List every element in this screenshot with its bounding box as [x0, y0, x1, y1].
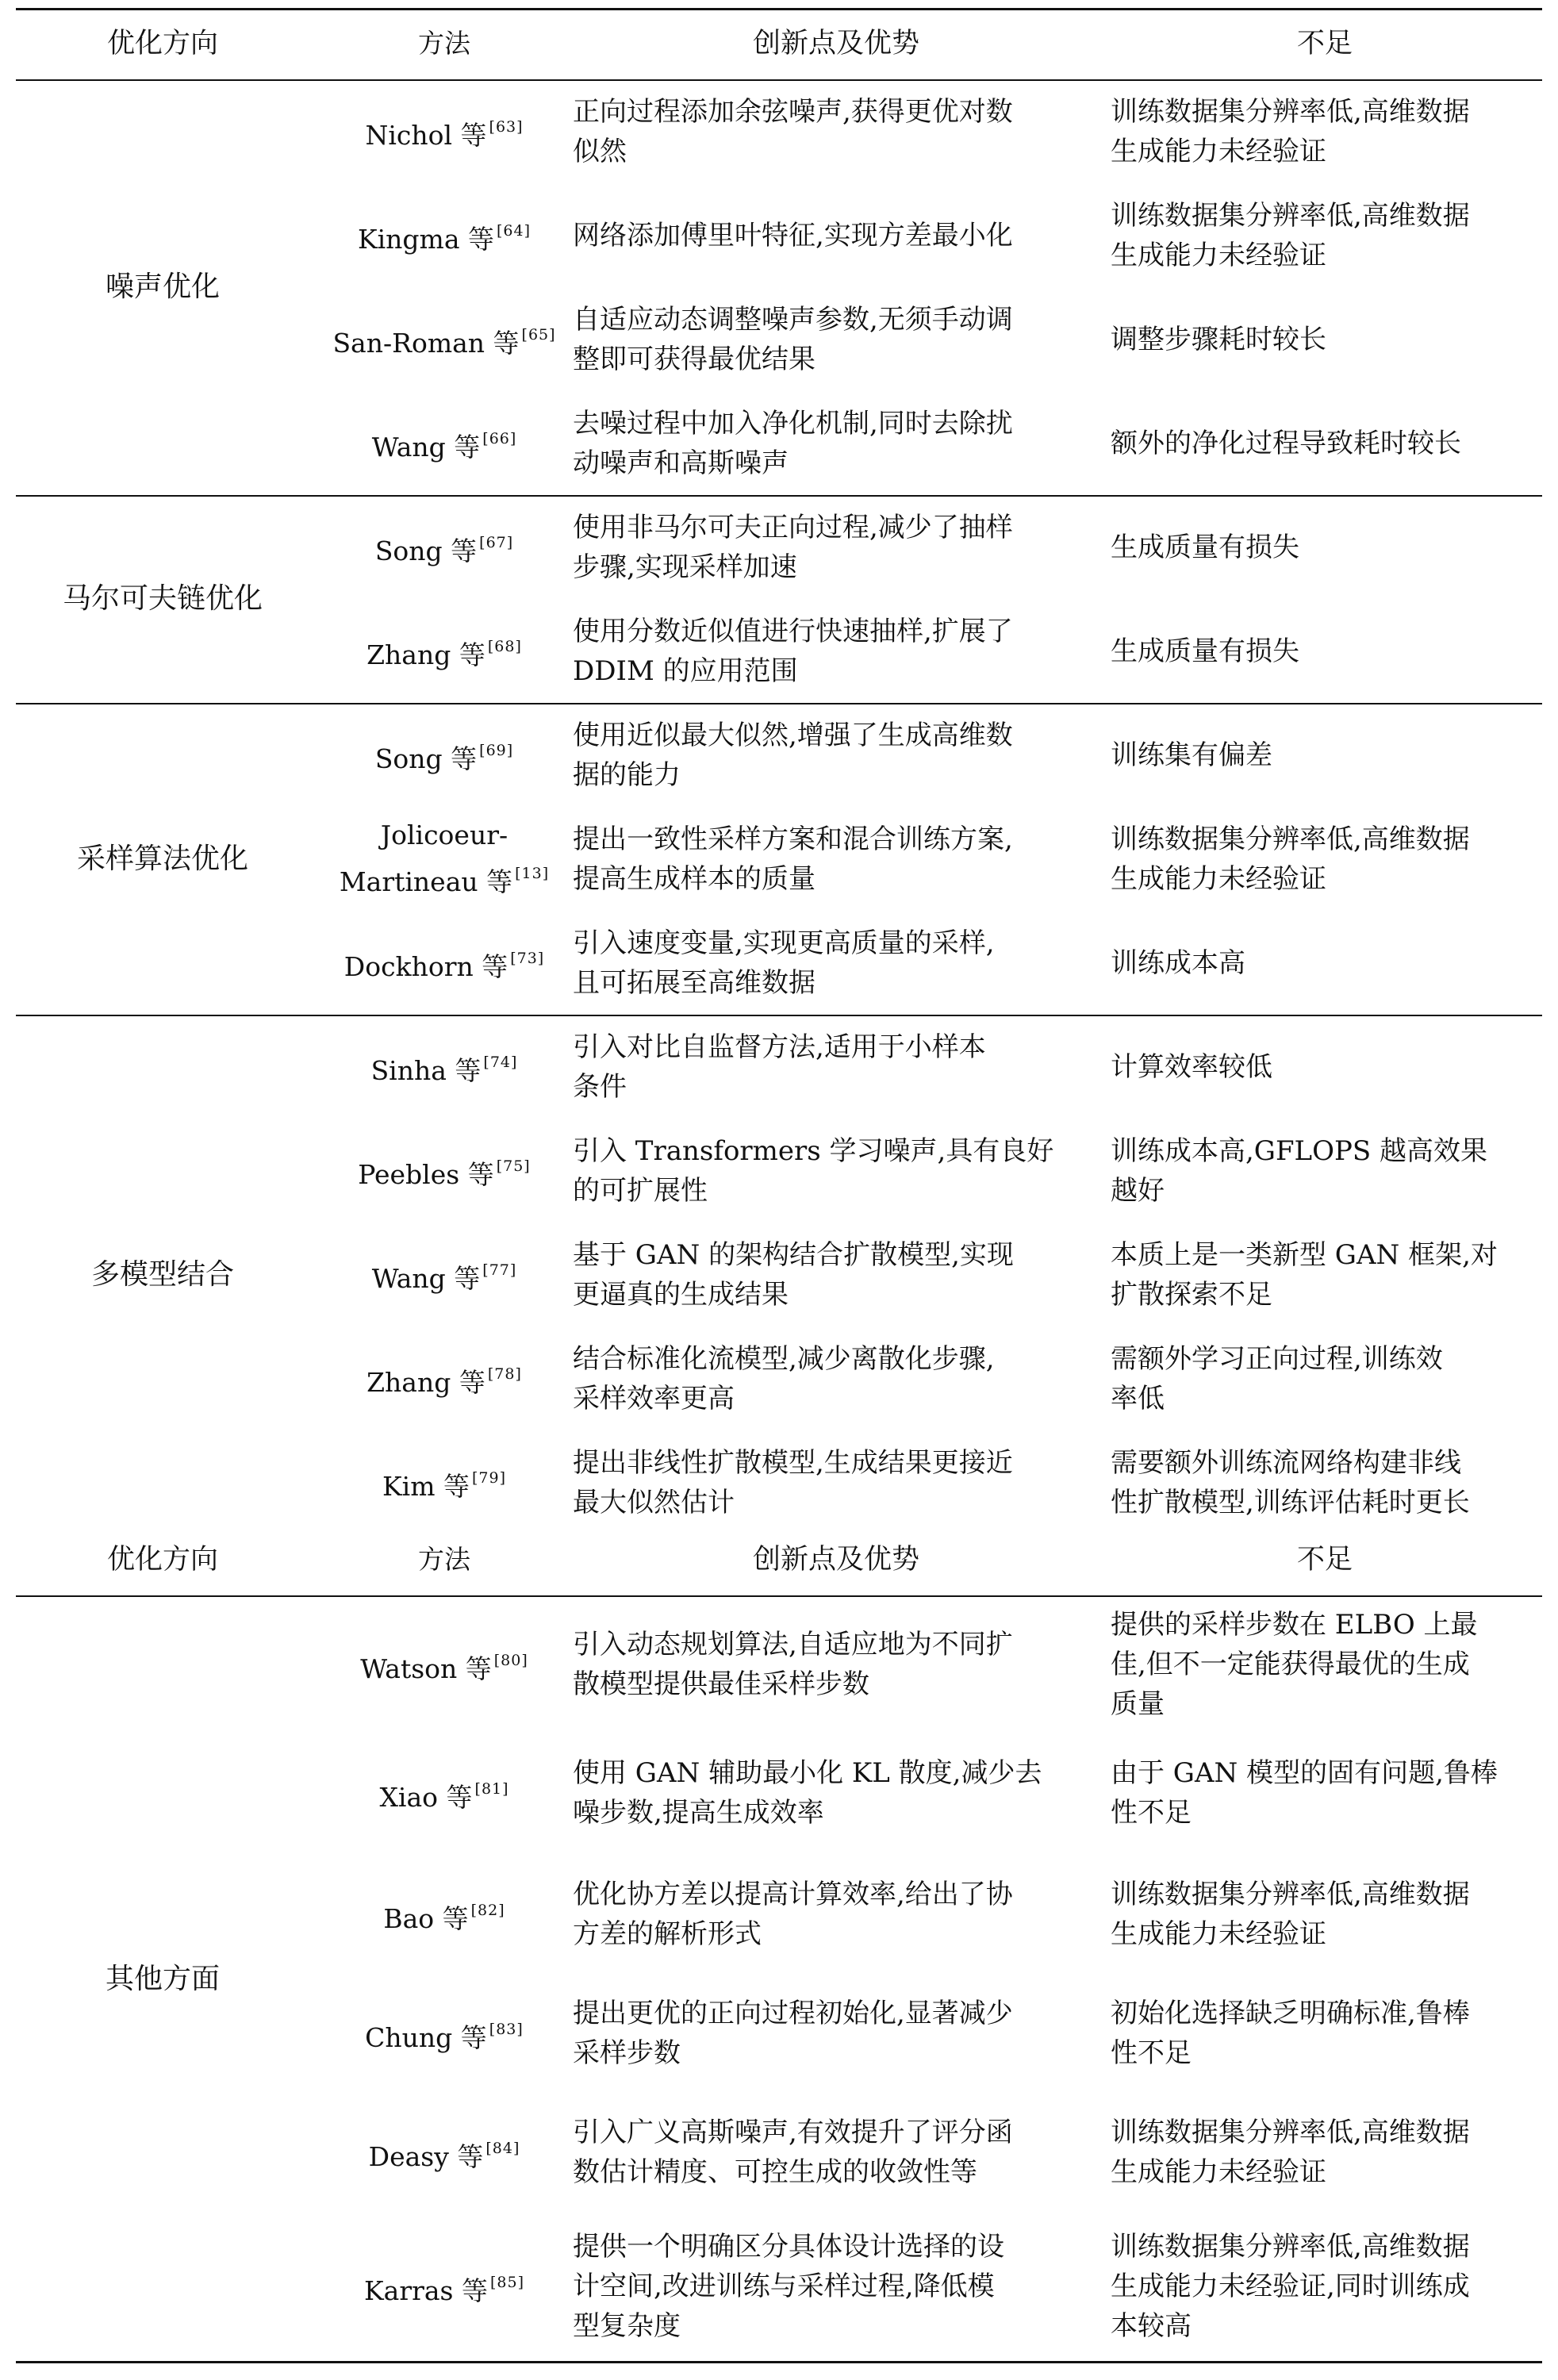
innovation-line: 提高生成样本的质量: [573, 862, 815, 895]
table-row: [16, 2093, 1542, 2212]
method-cell: [309, 79, 579, 183]
innovation-text: [573, 2113, 1013, 2192]
weakness-line: 训练数据集分辨率低,高维数据: [1111, 2117, 1470, 2148]
header-rule-2: [16, 1595, 1542, 1597]
header-method: [309, 8, 579, 79]
weakness-line: 生成质量有损失: [1111, 635, 1299, 667]
weakness-text: [1111, 1131, 1487, 1211]
header-weakness-label: 不足: [1296, 28, 1353, 60]
weakness-text: [1111, 943, 1245, 983]
weakness-line: 本质上是一类新型 GAN 框架,对: [1111, 1238, 1498, 1271]
method-name: Karras 等 [85]: [364, 2273, 524, 2306]
citation-ref: [63]: [489, 118, 524, 136]
weakness-line: 提供的采样步数在 ELBO 上最: [1111, 1609, 1478, 1641]
weakness-cell: [1111, 1598, 1539, 1731]
innovation-text: [573, 508, 1013, 587]
weakness-line: 训练数据集分辨率低,高维数据: [1111, 1879, 1470, 1910]
method-cell: [309, 2093, 579, 2212]
innovation-line: 使用近似最大似然,增强了生成高维数: [573, 719, 1013, 751]
citation-ref: [77]: [482, 1261, 517, 1279]
table-bottom-rule: [16, 2361, 1542, 2363]
method-name: Kim 等 [79]: [382, 1469, 506, 1502]
weakness-line: 扩散探索不足: [1111, 1278, 1272, 1311]
innovation-line: 的可扩展性: [573, 1174, 708, 1207]
innovation-line: 正向过程添加余弦噪声,获得更优对数: [573, 95, 1013, 128]
innovation-cell: [571, 1974, 1101, 2093]
innovation-line: 结合标准化流模型,减少离散化步骤,: [573, 1342, 995, 1375]
innovation-text: [573, 1875, 1013, 1954]
innovation-cell: [571, 911, 1101, 1015]
weakness-cell: [1111, 599, 1539, 703]
citation-ref: [13]: [515, 865, 550, 882]
innovation-line: 数估计精度、可控生成的收敛性等: [573, 2156, 977, 2188]
group-rule: [16, 703, 1542, 704]
method-name: Jolicoeur- Martineau 等 [13]: [339, 820, 550, 897]
weakness-text: [1111, 735, 1272, 775]
method-cell: [309, 1119, 579, 1223]
citation-ref: [67]: [479, 534, 514, 551]
method-name: Zhang 等 [78]: [366, 1365, 522, 1398]
table-row: [16, 183, 1542, 287]
direction-label: 其他方面: [105, 1963, 220, 1995]
innovation-line: 噪步数,提高生成效率: [573, 1797, 824, 1829]
method-name: Zhang 等 [68]: [366, 638, 522, 670]
method-cell: [309, 1015, 579, 1119]
innovation-text: [573, 216, 1013, 255]
table-row: [16, 1430, 1542, 1534]
direction-label: 采样算法优化: [76, 842, 248, 875]
weakness-text: [1111, 528, 1299, 567]
innovation-cell: [571, 2093, 1101, 2212]
method-cell: [309, 287, 579, 391]
innovation-text: [573, 1235, 1014, 1315]
weakness-cell: [1111, 1223, 1539, 1326]
header-weakness: [1111, 1524, 1539, 1595]
citation-ref: [69]: [479, 742, 514, 759]
header-innovation: [571, 8, 1101, 79]
method-cell: [309, 495, 579, 599]
header-direction: [16, 8, 309, 79]
method-name: Chung 等 [83]: [365, 2020, 524, 2053]
table-row: [16, 1223, 1542, 1326]
innovation-cell: [571, 1119, 1101, 1223]
innovation-line: 条件: [573, 1070, 627, 1103]
innovation-line: 引入 Transformers 学习噪声,具有良好: [573, 1134, 1054, 1167]
weakness-cell: [1111, 1731, 1539, 1855]
innovation-line: 使用分数近似值进行快速抽样,扩展了: [573, 615, 1013, 647]
weakness-line: 需要额外训练流网络构建非线: [1111, 1446, 1461, 1479]
citation-ref: [84]: [485, 2139, 520, 2157]
citation-ref: [65]: [521, 326, 556, 344]
weakness-line: 生成能力未经验证: [1111, 862, 1326, 895]
citation-ref: [78]: [487, 1365, 522, 1383]
header-direction-label: 优化方向: [106, 28, 218, 60]
weakness-cell: [1111, 1015, 1539, 1119]
method-name: Xiao 等 [81]: [379, 1779, 509, 1813]
citation-ref: [73]: [510, 950, 545, 967]
table-row: [16, 599, 1542, 703]
citation-ref: [74]: [483, 1054, 518, 1071]
weakness-text: [1111, 196, 1470, 275]
weakness-line: 训练数据集分辨率低,高维数据: [1111, 95, 1470, 128]
weakness-line: 生成质量有损失: [1111, 531, 1299, 563]
table-row: [16, 1326, 1542, 1430]
weakness-line: 训练成本高,GFLOPS 越高效果: [1111, 1134, 1487, 1167]
method-name: Sinha 等 [74]: [370, 1054, 518, 1086]
innovation-text: [573, 612, 1013, 691]
weakness-line: 初始化选择缺乏明确标准,鲁棒: [1111, 1998, 1470, 2029]
header-innovation: [571, 1524, 1101, 1595]
innovation-line: 整即可获得最优结果: [573, 343, 815, 375]
weakness-text: [1111, 1047, 1272, 1087]
weakness-line: 需额外学习正向过程,训练效: [1111, 1342, 1443, 1375]
innovation-line: 采样效率更高: [573, 1382, 735, 1415]
method-name: Wang 等 [77]: [371, 1261, 517, 1294]
innovation-cell: [571, 79, 1101, 183]
innovation-line: 提出非线性扩散模型,生成结果更接近: [573, 1446, 1013, 1479]
weakness-text: [1111, 1605, 1478, 1724]
weakness-line: 性扩散模型,训练评估耗时更长: [1111, 1486, 1470, 1518]
innovation-cell: [571, 2212, 1101, 2361]
innovation-cell: [571, 1223, 1101, 1326]
innovation-line: 步骤,实现采样加速: [573, 551, 797, 583]
citation-ref: [64]: [497, 222, 531, 240]
innovation-cell: [571, 1731, 1101, 1855]
innovation-line: 最大似然估计: [573, 1486, 735, 1518]
table-header-row: [16, 1524, 1542, 1595]
method-name: Watson 等 [80]: [360, 1651, 528, 1684]
innovation-text: [573, 1753, 1042, 1833]
innovation-line: 引入对比自监督方法,适用于小样本: [573, 1031, 986, 1063]
innovation-text: [573, 923, 995, 1003]
innovation-cell: [571, 1015, 1101, 1119]
table-row: [16, 391, 1542, 495]
weakness-text: [1111, 1443, 1470, 1522]
weakness-line: 训练数据集分辨率低,高维数据: [1111, 199, 1470, 232]
method-cell: [309, 911, 579, 1015]
innovation-line: 计空间,改进训练与采样过程,降低模: [573, 2271, 995, 2302]
weakness-text: [1111, 320, 1326, 359]
weakness-line: 生成能力未经验证,同时训练成: [1111, 2271, 1470, 2302]
weakness-text: [1111, 820, 1470, 899]
innovation-cell: [571, 287, 1101, 391]
innovation-line: 引入速度变量,实现更高质量的采样,: [573, 927, 995, 959]
method-cell: [309, 1974, 579, 2093]
table-row: [16, 1855, 1542, 1974]
weakness-cell: [1111, 1855, 1539, 1974]
method-name: Peebles 等 [75]: [358, 1157, 531, 1190]
weakness-text: [1111, 1235, 1498, 1315]
weakness-line: 生成能力未经验证: [1111, 135, 1326, 167]
weakness-line: 生成能力未经验证: [1111, 1918, 1326, 1950]
innovation-line: DDIM 的应用范围: [573, 654, 798, 687]
innovation-line: 使用 GAN 辅助最小化 KL 散度,减少去: [573, 1757, 1042, 1789]
innovation-text: [573, 1131, 1053, 1211]
weakness-cell: [1111, 807, 1539, 911]
method-cell: [309, 1326, 579, 1430]
method-cell: [309, 1223, 579, 1326]
innovation-line: 网络添加傅里叶特征,实现方差最小化: [573, 219, 1013, 251]
innovation-line: 提出一致性采样方案和混合训练方案,: [573, 823, 1013, 855]
citation-ref: [81]: [474, 1779, 509, 1798]
weakness-line: 训练集有偏差: [1111, 739, 1272, 771]
weakness-text: [1111, 1875, 1470, 1954]
weakness-line: 额外的净化过程导致耗时较长: [1111, 427, 1461, 459]
innovation-text: [573, 1027, 986, 1107]
weakness-text: [1111, 92, 1470, 171]
innovation-line: 似然: [573, 135, 627, 167]
innovation-line: 更逼真的生成结果: [573, 1278, 789, 1311]
innovation-text: [573, 1443, 1013, 1522]
weakness-line: 训练数据集分辨率低,高维数据: [1111, 823, 1470, 855]
citation-ref: [79]: [471, 1469, 506, 1487]
weakness-cell: [1111, 1119, 1539, 1223]
table-row: [16, 1974, 1542, 2093]
innovation-line: 去噪过程中加入净化机制,同时去除扰: [573, 407, 1013, 440]
method-cell: [309, 391, 579, 495]
weakness-cell: [1111, 1326, 1539, 1430]
innovation-line: 据的能力: [573, 758, 681, 791]
innovation-cell: [571, 391, 1101, 495]
innovation-cell: [571, 1430, 1101, 1534]
innovation-cell: [571, 703, 1101, 807]
weakness-text: [1111, 424, 1461, 463]
weakness-cell: [1111, 391, 1539, 495]
header-weakness: [1111, 8, 1539, 79]
method-name: Song 等 [69]: [374, 742, 514, 774]
innovation-line: 提出更优的正向过程初始化,显著减少: [573, 1998, 1013, 2029]
method-name: Nichol 等 [63]: [365, 118, 524, 151]
group-rule: [16, 495, 1542, 497]
method-cell: [309, 1731, 579, 1855]
weakness-line: 训练数据集分辨率低,高维数据: [1111, 2231, 1470, 2263]
weakness-cell: [1111, 287, 1539, 391]
weakness-line: 计算效率较低: [1111, 1050, 1272, 1083]
weakness-cell: [1111, 2093, 1539, 2212]
method-cell: [309, 183, 579, 287]
weakness-line: 本较高: [1111, 2310, 1192, 2342]
method-name: Deasy 等 [84]: [368, 2139, 520, 2172]
table-row: [16, 79, 1542, 183]
method-cell: [309, 599, 579, 703]
header-direction-label: 优化方向: [106, 1544, 218, 1576]
innovation-line: 型复杂度: [573, 2310, 681, 2342]
method-cell: [309, 2212, 579, 2361]
weakness-line: 训练成本高: [1111, 946, 1245, 979]
innovation-line: 动噪声和高斯噪声: [573, 447, 789, 479]
citation-ref: [75]: [496, 1157, 531, 1175]
weakness-text: [1111, 1339, 1443, 1418]
weakness-line: 质量: [1111, 1688, 1165, 1720]
innovation-cell: [571, 183, 1101, 287]
citation-ref: [82]: [470, 1901, 505, 1919]
table-row: [16, 1731, 1542, 1855]
innovation-text: [573, 1625, 1013, 1704]
citation-ref: [66]: [482, 430, 517, 447]
header-weakness-label: 不足: [1296, 1544, 1353, 1576]
innovation-line: 散模型提供最佳采样步数: [573, 1668, 869, 1700]
citation-ref: [80]: [493, 1651, 528, 1669]
innovation-text: [573, 716, 1013, 795]
weakness-text: [1111, 2227, 1470, 2346]
direction-label: 马尔可夫链优化: [62, 582, 263, 615]
header-method-label: 方法: [418, 28, 470, 59]
method-cell: [309, 1598, 579, 1731]
innovation-line: 提供一个明确区分具体设计选择的设: [573, 2231, 1004, 2263]
weakness-line: 率低: [1111, 1382, 1165, 1415]
weakness-cell: [1111, 183, 1539, 287]
innovation-line: 引入广义高斯噪声,有效提升了评分函: [573, 2117, 1013, 2148]
method-cell: [309, 703, 579, 807]
weakness-cell: [1111, 2212, 1539, 2361]
innovation-text: [573, 92, 1013, 171]
innovation-cell: [571, 1326, 1101, 1430]
weakness-text: [1111, 1753, 1498, 1833]
weakness-text: [1111, 1994, 1470, 2073]
method-cell: [309, 807, 579, 911]
method-name: San-Roman 等 [65]: [332, 326, 556, 359]
header-direction: [16, 1524, 309, 1595]
weakness-line: 越好: [1111, 1174, 1165, 1207]
weakness-line: 性不足: [1111, 2037, 1192, 2069]
direction-label: 多模型结合: [90, 1257, 234, 1291]
innovation-cell: [571, 807, 1101, 911]
group-rule: [16, 1015, 1542, 1016]
direction-label: 噪声优化: [105, 271, 220, 303]
innovation-line: 方差的解析形式: [573, 1918, 762, 1950]
table-row: [16, 287, 1542, 391]
header-method: [309, 1524, 579, 1595]
weakness-cell: [1111, 911, 1539, 1015]
method-name: Wang 等 [66]: [371, 430, 517, 463]
table-header-row: [16, 8, 1542, 79]
weakness-line: 由于 GAN 模型的固有问题,鲁棒: [1111, 1757, 1498, 1789]
header-method-label: 方法: [418, 1544, 470, 1575]
innovation-line: 采样步数: [573, 2037, 681, 2069]
method-name: Bao 等 [82]: [383, 1901, 505, 1934]
table-row: [16, 703, 1542, 807]
weakness-text: [1111, 2113, 1470, 2192]
innovation-line: 使用非马尔可夫正向过程,减少了抽样: [573, 511, 1013, 543]
weakness-line: 性不足: [1111, 1797, 1192, 1829]
table-row: [16, 1119, 1542, 1223]
innovation-line: 自适应动态调整噪声参数,无须手动调: [573, 303, 1013, 336]
innovation-line: 基于 GAN 的架构结合扩散模型,实现: [573, 1238, 1014, 1271]
method-cell: [309, 1855, 579, 1974]
citation-ref: [85]: [489, 2273, 524, 2291]
innovation-text: [573, 2227, 1004, 2346]
table-row: [16, 1598, 1542, 1731]
table-row: [16, 911, 1542, 1015]
innovation-line: 引入动态规划算法,自适应地为不同扩: [573, 1629, 1013, 1660]
weakness-cell: [1111, 1430, 1539, 1534]
weakness-text: [1111, 631, 1299, 671]
innovation-text: [573, 820, 1013, 899]
innovation-text: [573, 1339, 995, 1418]
method-name: Song 等 [67]: [374, 534, 514, 566]
innovation-cell: [571, 599, 1101, 703]
weakness-cell: [1111, 1974, 1539, 2093]
innovation-text: [573, 1994, 1013, 2073]
innovation-cell: [571, 1598, 1101, 1731]
table-row: [16, 807, 1542, 911]
innovation-line: 优化协方差以提高计算效率,给出了协: [573, 1879, 1013, 1910]
weakness-line: 调整步骤耗时较长: [1111, 323, 1326, 355]
innovation-text: [573, 404, 1013, 483]
weakness-cell: [1111, 79, 1539, 183]
header-innovation-label: 创新点及优势: [752, 1544, 919, 1576]
weakness-line: 佳,但不一定能获得最优的生成: [1111, 1649, 1470, 1680]
weakness-cell: [1111, 703, 1539, 807]
innovation-text: [573, 300, 1013, 379]
table-row: [16, 2212, 1542, 2361]
table-row: [16, 1015, 1542, 1119]
method-cell: [309, 1430, 579, 1534]
table-row: [16, 495, 1542, 599]
weakness-line: 生成能力未经验证: [1111, 2156, 1326, 2188]
weakness-line: 生成能力未经验证: [1111, 239, 1326, 271]
header-innovation-label: 创新点及优势: [752, 28, 919, 60]
citation-ref: [83]: [489, 2020, 524, 2038]
method-name: Kingma 等 [64]: [357, 222, 531, 255]
method-name: Dockhorn 等 [73]: [343, 950, 545, 982]
innovation-cell: [571, 1855, 1101, 1974]
innovation-line: 且可拓展至高维数据: [573, 966, 815, 999]
weakness-cell: [1111, 495, 1539, 599]
citation-ref: [68]: [487, 638, 522, 655]
innovation-cell: [571, 495, 1101, 599]
